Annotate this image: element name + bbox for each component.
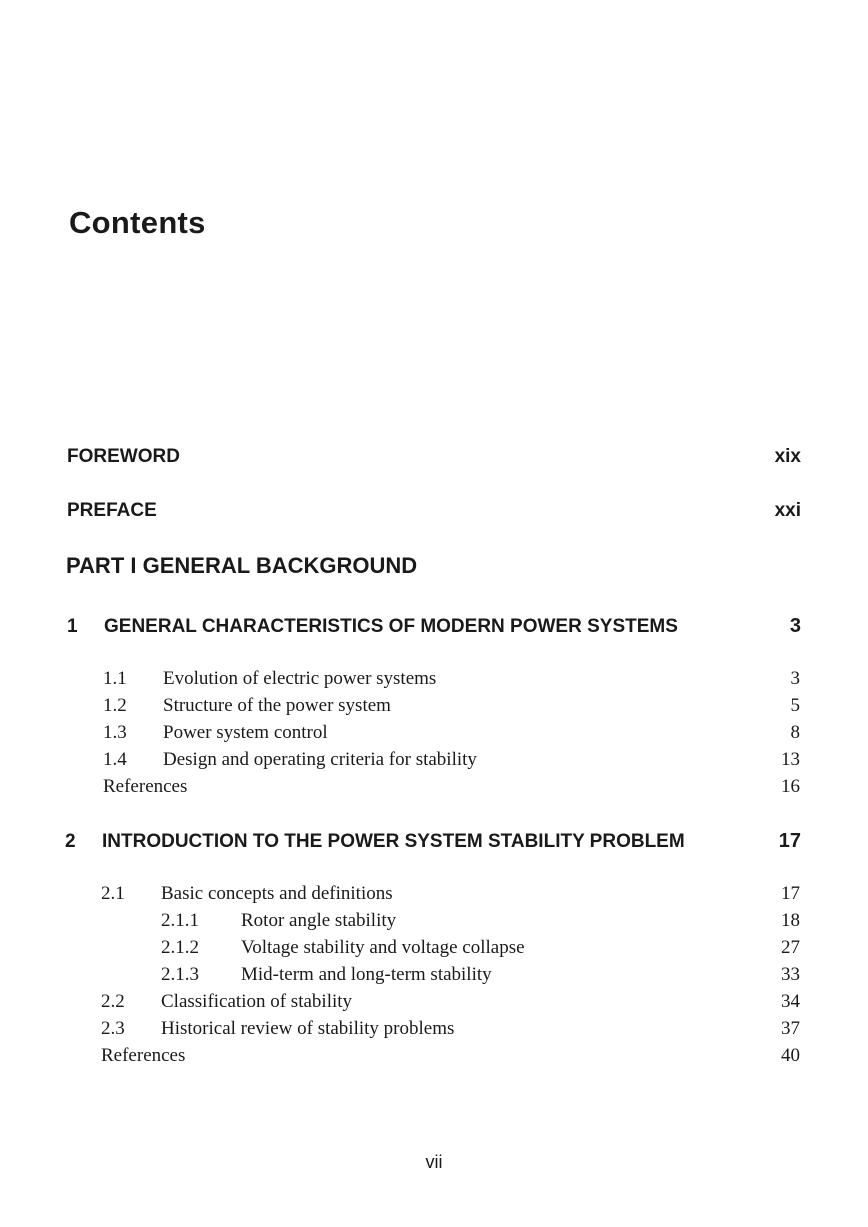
section-2-1-number: 2.1 bbox=[101, 883, 125, 904]
section-2-3-title[interactable]: Historical review of stability problems bbox=[161, 1018, 455, 1039]
toc-foreword-page: xix bbox=[774, 446, 801, 467]
section-1-1-number: 1.1 bbox=[103, 668, 127, 689]
section-2-1-page: 17 bbox=[781, 883, 800, 904]
section-2-2-number: 2.2 bbox=[101, 991, 125, 1012]
section-2-3-number: 2.3 bbox=[101, 1018, 125, 1039]
section-2-1-1-number: 2.1.1 bbox=[161, 910, 199, 931]
section-1-2-number: 1.2 bbox=[103, 695, 127, 716]
section-2-1-2-title[interactable]: Voltage stability and voltage collapse bbox=[241, 937, 525, 958]
chapter-2-title[interactable]: INTRODUCTION TO THE POWER SYSTEM STABILITY PROBLEM bbox=[102, 831, 685, 852]
section-1-4-page: 13 bbox=[781, 749, 800, 770]
chapter-1-page: 3 bbox=[789, 615, 801, 637]
section-1-2-page: 5 bbox=[790, 695, 800, 716]
toc-preface-title[interactable]: PREFACE bbox=[67, 500, 157, 521]
chapter-2-references[interactable]: References bbox=[101, 1045, 186, 1066]
chapter-1-references[interactable]: References bbox=[103, 776, 188, 797]
section-2-3-page: 37 bbox=[781, 1018, 800, 1039]
section-2-1-2-number: 2.1.2 bbox=[161, 937, 199, 958]
section-2-2-title[interactable]: Classification of stability bbox=[161, 991, 353, 1012]
section-2-1-1-page: 18 bbox=[781, 910, 800, 931]
section-1-1-title[interactable]: Evolution of electric power systems bbox=[163, 668, 437, 689]
chapter-1-title[interactable]: GENERAL CHARACTERISTICS OF MODERN POWER SYSTEMS bbox=[104, 616, 678, 637]
chapter-1-references-page: 16 bbox=[781, 776, 800, 797]
chapter-2-references-page: 40 bbox=[781, 1045, 800, 1066]
chapter-2-page: 17 bbox=[778, 830, 801, 852]
part-heading: PART I GENERAL BACKGROUND bbox=[66, 553, 418, 578]
section-2-1-title[interactable]: Basic concepts and definitions bbox=[161, 883, 393, 904]
section-2-1-3-number: 2.1.3 bbox=[161, 964, 199, 985]
page-title: Contents bbox=[69, 205, 206, 240]
section-1-2-title[interactable]: Structure of the power system bbox=[163, 695, 391, 716]
section-1-3-page: 8 bbox=[790, 722, 800, 743]
section-2-1-3-page: 33 bbox=[781, 964, 800, 985]
chapter-1-number: 1 bbox=[67, 616, 78, 637]
toc-preface-page: xxi bbox=[774, 500, 801, 521]
section-1-4-number: 1.4 bbox=[103, 749, 127, 770]
section-1-4-title[interactable]: Design and operating criteria for stability bbox=[163, 749, 477, 770]
section-2-1-1-title[interactable]: Rotor angle stability bbox=[241, 910, 397, 931]
section-1-3-title[interactable]: Power system control bbox=[163, 722, 328, 743]
chapter-2-number: 2 bbox=[65, 831, 76, 852]
section-2-1-2-page: 27 bbox=[781, 937, 800, 958]
section-2-1-3-title[interactable]: Mid-term and long-term stability bbox=[241, 964, 492, 985]
section-1-1-page: 3 bbox=[790, 668, 800, 689]
section-2-2-page: 34 bbox=[781, 991, 800, 1012]
page-number: vii bbox=[425, 1152, 443, 1172]
section-1-3-number: 1.3 bbox=[103, 722, 127, 743]
toc-foreword-title[interactable]: FOREWORD bbox=[67, 446, 180, 467]
